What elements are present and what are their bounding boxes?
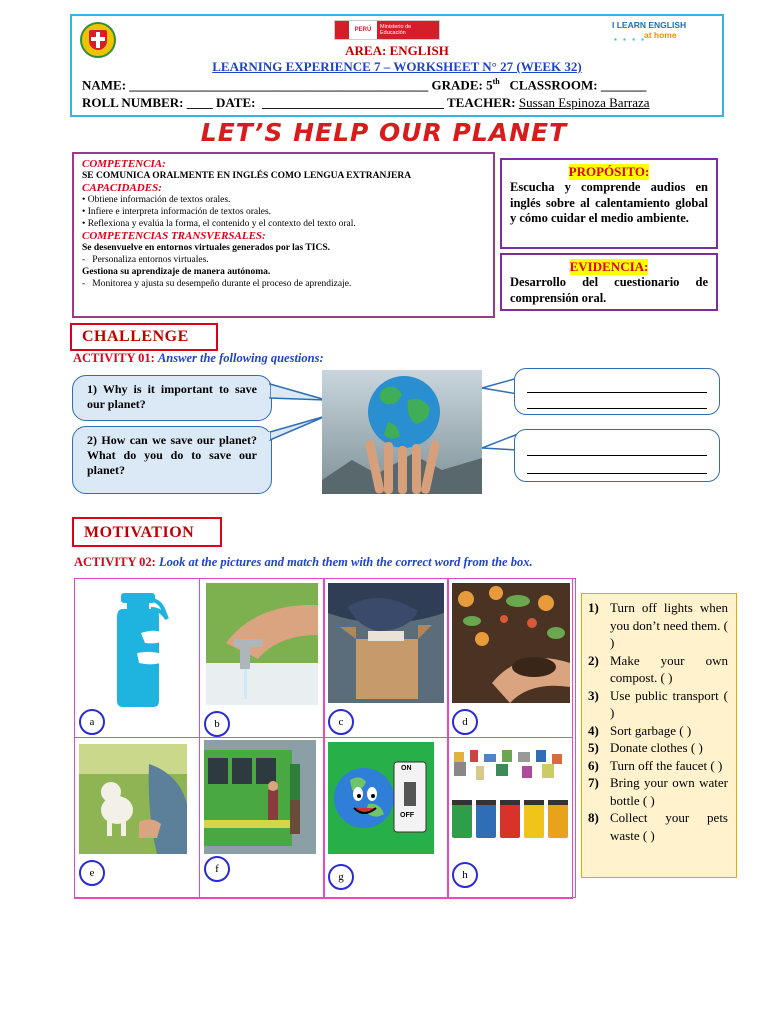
question-2: 2) How can we save our planet? What do you do to save our planet?	[87, 433, 257, 477]
option-item	[588, 722, 728, 740]
picture-cell-a	[74, 578, 200, 738]
option-number: 6)	[588, 757, 599, 773]
name-line: NAME: ______________________________________________ GRADE: 5	[82, 77, 493, 93]
competencia-heading: COMPETENCIA:	[82, 158, 166, 170]
option-item	[588, 774, 728, 809]
proposito-tag: PROPÓSITO:	[568, 164, 650, 179]
hands-holding-earth-image	[322, 370, 482, 494]
option-item	[588, 687, 728, 722]
label-e: e	[79, 860, 105, 886]
minedu-country: PERÚ	[349, 21, 377, 39]
activity-01	[73, 351, 324, 366]
question-2-bubble	[72, 426, 272, 494]
option-item	[588, 652, 728, 687]
transversal-1: Se desenvuelve en entornos virtuales generados por las TICS.	[82, 243, 330, 253]
option-item	[588, 809, 728, 844]
label-c: c	[328, 709, 354, 735]
word-box	[581, 593, 737, 878]
option-item	[588, 757, 728, 775]
label-g: g	[328, 864, 354, 890]
option-number: 7)	[588, 775, 599, 790]
proposito-box	[500, 158, 718, 249]
option-text: Turn off the faucet ( )	[610, 757, 723, 773]
picture-grid	[74, 578, 576, 898]
roll-line: ROLL NUMBER: ____ DATE: ____________________________ TEACHER:	[82, 95, 519, 110]
activity-02-text: Look at the pictures and match them with the correct word from the box.	[158, 555, 533, 569]
competencia-box	[72, 152, 495, 318]
dog-pet-waste-photo	[79, 744, 187, 854]
worksheet-header	[70, 14, 724, 117]
area-title: AREA: ENGLISH	[345, 43, 449, 58]
bubble-tail-1	[268, 378, 328, 408]
option-number: 8)	[588, 810, 599, 825]
label-b: b	[204, 711, 230, 737]
label-h: h	[452, 862, 478, 888]
capacidad-2: Infiere e interpreta información de textos orales.	[87, 207, 272, 217]
challenge-heading: CHALLENGE	[70, 323, 218, 351]
picture-cell-e	[74, 737, 200, 899]
transversal-1-item: - Personaliza entornos virtuales.	[82, 255, 209, 265]
option-number: 5)	[588, 740, 599, 755]
minedu-logo	[334, 20, 440, 40]
option-item	[588, 739, 728, 757]
option-number: 3)	[588, 687, 599, 703]
option-text: Turn off lights when you don’t need them. ( )	[610, 600, 728, 650]
capacidad-item: • Infiere e interpreta información de textos orales.	[82, 207, 272, 217]
evidencia-tag: EVIDENCIA:	[569, 259, 649, 274]
answer-box-2[interactable]	[514, 429, 720, 482]
option-text: Make your own compost. ( )	[610, 652, 728, 685]
activity-01-text: Answer the following questions:	[157, 351, 324, 365]
option-text: Use public transport ( )	[610, 687, 728, 720]
motivation-heading: MOTIVATION	[72, 517, 222, 547]
bubble-tail-2	[268, 412, 328, 442]
ile-line2: at home	[644, 30, 677, 40]
activity-02-label: ACTIVITY 02:	[74, 555, 156, 569]
proposito-text: Escucha y comprende audios en inglés sobre al calentamiento global y cómo cuidar el medio ambiente.	[510, 180, 708, 225]
roll-date-teacher-line	[82, 95, 650, 111]
donate-clothes-photo	[328, 583, 444, 703]
question-1: 1) Why is it important to save our planet?	[87, 382, 257, 411]
compost-photo	[452, 583, 570, 703]
ile-line1: I LEARN ENGLISH	[612, 20, 687, 30]
capacidad-item: • Obtiene información de textos orales.	[82, 195, 231, 205]
option-text: Sort garbage ( )	[610, 722, 692, 738]
option-item	[588, 599, 728, 652]
question-1-bubble	[72, 375, 272, 421]
option-text: Bring your own water bottle ( )	[610, 775, 728, 808]
picture-cell-b	[199, 578, 325, 738]
off-label: OFF	[400, 812, 414, 819]
capacidades-heading: CAPACIDADES:	[82, 182, 162, 194]
learning-experience-title: LEARNING EXPERIENCE 7 – WORKSHEET N° 27 (WEEK 32)	[212, 59, 582, 74]
on-label: ON	[401, 765, 412, 772]
picture-cell-c	[323, 578, 449, 738]
water-bottle-icon	[115, 593, 175, 713]
label-a: a	[79, 709, 105, 735]
faucet-photo	[206, 583, 318, 705]
capacidad-3: Reflexiona y evalúa la forma, el contenido y el contexto del texto oral.	[87, 219, 356, 229]
transversal-2: Gestiona su aprendizaje de manera autónoma.	[82, 267, 271, 277]
answer-box-1[interactable]	[514, 368, 720, 415]
transversal-2-item: - Monitorea y ajusta su desempeño durante el proceso de aprendizaje.	[82, 279, 352, 289]
minedu-name: Ministerio de Educación	[377, 21, 439, 39]
evidencia-box	[500, 253, 718, 311]
capacidad-1: Obtiene información de textos orales.	[87, 195, 231, 205]
picture-cell-d	[447, 578, 573, 738]
name-grade-line	[82, 77, 646, 93]
activity-01-label: ACTIVITY 01:	[73, 351, 155, 365]
label-f: f	[204, 856, 230, 882]
capacidad-item: • Reflexiona y evalúa la forma, el contenido y el contexto del texto oral.	[82, 219, 356, 229]
picture-cell-h	[447, 737, 573, 899]
i-learn-english-logo: I LEARN ENGLISH at home ▪ ▪ ▪ ▪	[612, 20, 722, 44]
picture-cell-g	[323, 737, 449, 899]
option-number: 1)	[588, 600, 599, 615]
transversal-1a: Personaliza entornos virtuales.	[92, 255, 209, 265]
classroom-line: CLASSROOM: _______	[499, 77, 647, 93]
teacher-name: Sussan Espinoza Barraza	[518, 95, 650, 110]
option-text: Collect your pets waste ( )	[610, 810, 728, 843]
picture-cell-f	[199, 737, 325, 899]
transversales-heading: COMPETENCIAS TRANSVERSALES:	[82, 230, 266, 242]
grade-sup: th	[492, 77, 500, 86]
page-title: LET’S HELP OUR PLANET	[200, 118, 568, 147]
label-d: d	[452, 709, 478, 735]
light-switch-earth-icon	[328, 742, 434, 854]
option-number: 4)	[588, 722, 599, 738]
option-number: 2)	[588, 652, 599, 668]
sort-garbage-bins-icon	[450, 748, 570, 852]
competencia-text: SE COMUNICA ORALMENTE EN INGLÉS COMO LENGUA EXTRANJERA	[82, 171, 412, 181]
evidencia-text: Desarrollo del cuestionario de comprensión oral.	[510, 275, 708, 305]
public-bus-photo	[204, 740, 316, 854]
option-text: Donate clothes ( )	[610, 740, 703, 755]
activity-02	[74, 555, 533, 570]
transversal-2a: Monitorea y ajusta su desempeño durante el proceso de aprendizaje.	[92, 279, 352, 289]
